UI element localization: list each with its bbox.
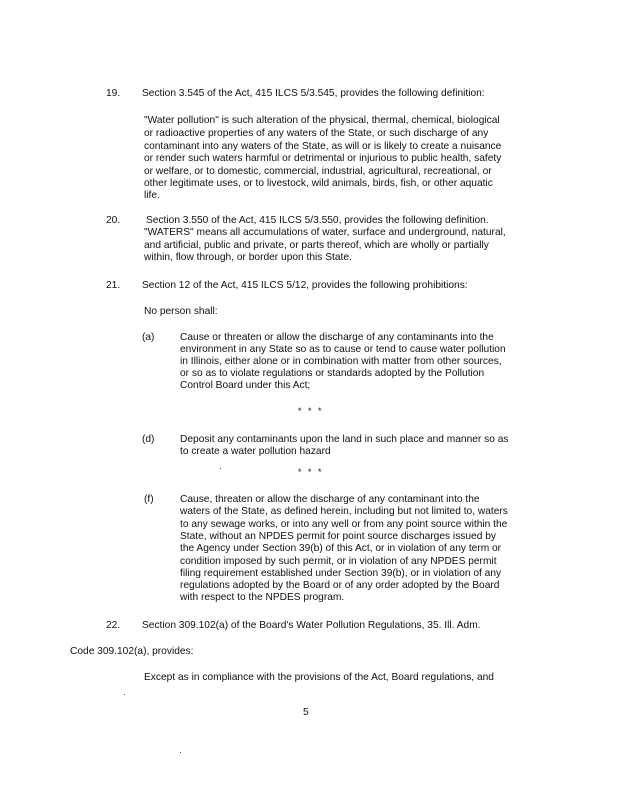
subitem-a-label: (a) xyxy=(142,332,155,343)
item-19-number: 19. xyxy=(106,88,121,99)
subitem-f-line: Cause, threaten or allow the discharge of any contaminant into the xyxy=(180,494,480,505)
subitem-d-line: Deposit any contaminants upon the land in such place and manner so as xyxy=(180,434,509,445)
subitem-f-line: State, without an NPDES permit for point source discharges issued by xyxy=(180,531,496,542)
item-22-number: 22. xyxy=(106,620,121,631)
item-20-line: "WATERS" means all accumulations of water, surface and underground, natural, xyxy=(144,227,506,238)
subitem-f-label: (f) xyxy=(144,494,154,505)
subitem-f-line: the Agency under Section 39(b) of this Act, or in violation of any term or xyxy=(180,543,502,554)
subitem-f-line: with respect to the NPDES program. xyxy=(180,592,345,603)
item-21-number: 21. xyxy=(106,280,121,291)
subitem-a-line: environment in any State so as to cause or tend to cause water pollution xyxy=(180,344,506,355)
quote-line: "Water pollution" is such alteration of the physical, thermal, chemical, biological xyxy=(144,115,500,126)
quote-line: or welfare, or to domestic, commercial, industrial, agricultural, recreational, or xyxy=(144,166,492,177)
item-20-line: Section 3.550 of the Act, 415 ILCS 5/3.550, provides the following definition. xyxy=(146,215,489,226)
subitem-a-line: or so as to violate regulations or standards adopted by the Pollution xyxy=(180,368,485,379)
quote-line: or render such waters harmful or detrimental or injurious to public health, safety xyxy=(144,153,502,164)
subitem-a-line: Control Board under this Act; xyxy=(180,380,311,391)
item-19-text: Section 3.545 of the Act, 415 ILCS 5/3.545, provides the following definition: xyxy=(142,88,485,99)
scan-speck xyxy=(220,468,221,469)
scan-speck xyxy=(124,694,125,695)
subitem-f-line: waters of the State, as defined herein, including but not limited to, waters xyxy=(180,506,508,517)
subitem-f-line: filing requirement established under Section 39(b), or in violation of any xyxy=(180,568,502,579)
item-20-number: 20. xyxy=(106,215,121,226)
item-22-text: Section 309.102(a) of the Board's Water Pollution Regulations, 35. Ill. Adm. xyxy=(142,620,481,631)
ellipsis-marker: * * * xyxy=(298,406,324,416)
subitem-a-line: in Illinois, either alone or in combination with matter from other sources, xyxy=(180,356,502,367)
subitem-a-line: Cause or threaten or allow the discharge of any contaminants into the xyxy=(180,332,494,343)
quote-line: or radioactive properties of any waters of the State, or such discharge of any xyxy=(144,128,489,139)
ellipsis-marker: * * * xyxy=(298,467,324,477)
item-20-line: and artificial, public and private, or parts thereof, which are wholly or partially xyxy=(144,240,489,251)
quote-line: life. xyxy=(144,190,160,201)
item-22-continuation: Code 309.102(a), provides: xyxy=(70,646,194,657)
quote-line: other legitimate uses, or to livestock, wild animals, birds, fish, or other aquatic xyxy=(144,178,493,189)
item-22-quote-start: Except as in compliance with the provisions of the Act, Board regulations, and xyxy=(144,672,494,683)
page-number: 5 xyxy=(303,707,309,718)
subitem-f-line: regulations adopted by the Board or of any order adopted by the Board xyxy=(180,580,500,591)
subitem-d-line: to create a water pollution hazard xyxy=(180,446,331,457)
subitem-f-line: condition imposed by such permit, or in violation of any NPDES permit xyxy=(180,556,497,567)
item-21-intro: No person shall: xyxy=(144,306,218,317)
subitem-f-line: to any sewage works, or into any well or from any point source within the xyxy=(180,519,508,530)
item-20-line: within, flow through, or border upon this State. xyxy=(144,252,352,263)
quote-line: contaminant into any waters of the State, as will or is likely to create a nuisance xyxy=(144,141,502,152)
subitem-d-label: (d) xyxy=(142,434,155,445)
item-21-text: Section 12 of the Act, 415 ILCS 5/12, provides the following prohibitions: xyxy=(142,280,468,291)
scan-speck xyxy=(180,752,181,753)
